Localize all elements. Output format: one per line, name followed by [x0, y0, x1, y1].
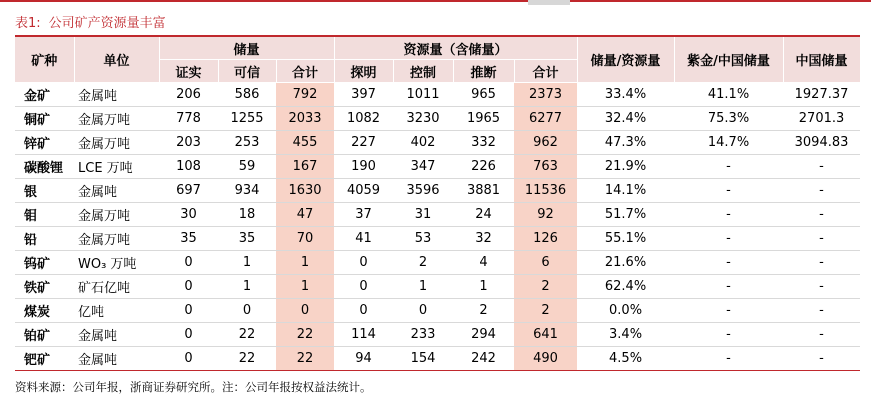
cell-probable: 18	[218, 203, 276, 227]
cell-inferred: 226	[453, 155, 514, 179]
cell-probable: 0	[218, 299, 276, 323]
caption-title: 公司矿产资源量丰富	[48, 16, 166, 31]
cell-indicated: 3596	[393, 179, 453, 203]
cell-zijin-share: -	[674, 251, 783, 275]
table-row	[15, 323, 860, 347]
cell-proven: 30	[159, 203, 218, 227]
header-row-top	[15, 37, 860, 60]
header-inferred: 推断	[453, 60, 514, 83]
cell-probable: 22	[218, 323, 276, 347]
cell-reserves-total: 455	[276, 131, 334, 155]
cell-unit: WO₃ 万吨	[74, 251, 159, 275]
cell-china-reserves: 3094.83	[783, 131, 860, 155]
cell-inferred: 294	[453, 323, 514, 347]
cell-ratio: 62.4%	[577, 275, 674, 299]
cell-reserves-total: 70	[276, 227, 334, 251]
cell-zijin-share: -	[674, 347, 783, 371]
cell-reserves-total: 167	[276, 155, 334, 179]
header-indicated: 控制	[393, 60, 453, 83]
cell-inferred: 332	[453, 131, 514, 155]
cell-mineral: 锌矿	[15, 131, 74, 155]
cell-reserves-total: 1	[276, 251, 334, 275]
header-measured: 探明	[334, 60, 393, 83]
cell-ratio: 3.4%	[577, 323, 674, 347]
cell-probable: 59	[218, 155, 276, 179]
cell-reserves-total: 2033	[276, 107, 334, 131]
table-caption	[15, 12, 166, 31]
header-resources-total: 合计	[514, 60, 577, 83]
header-reserves-group: 储量	[159, 37, 334, 60]
table-row	[15, 275, 860, 299]
cell-china-reserves: -	[783, 275, 860, 299]
cell-resources-total: 11536	[514, 179, 577, 203]
cell-probable: 253	[218, 131, 276, 155]
cell-mineral: 铁矿	[15, 275, 74, 299]
cell-unit: 金属万吨	[74, 227, 159, 251]
cell-china-reserves: -	[783, 155, 860, 179]
cell-mineral: 铅	[15, 227, 74, 251]
cell-ratio: 14.1%	[577, 179, 674, 203]
table-row	[15, 347, 860, 371]
cell-inferred: 1	[453, 275, 514, 299]
header-zijin-share: 紫金/中国储量	[674, 37, 783, 83]
cell-reserves-total: 1	[276, 275, 334, 299]
cell-indicated: 347	[393, 155, 453, 179]
header-resources-group: 资源量（含储量）	[334, 37, 577, 60]
cell-china-reserves: -	[783, 323, 860, 347]
cell-measured: 0	[334, 299, 393, 323]
cell-measured: 0	[334, 251, 393, 275]
cell-unit: 亿吨	[74, 299, 159, 323]
cell-indicated: 402	[393, 131, 453, 155]
cell-zijin-share: 41.1%	[674, 83, 783, 107]
source-footnote: 资料来源：公司年报，浙商证券研究所。注：公司年报按权益法统计。	[15, 380, 372, 394]
cell-unit: 矿石亿吨	[74, 275, 159, 299]
cell-measured: 1082	[334, 107, 393, 131]
cell-indicated: 1011	[393, 83, 453, 107]
header-china-reserves: 中国储量	[783, 37, 860, 83]
cell-indicated: 0	[393, 299, 453, 323]
top-banner	[0, 0, 871, 6]
cell-proven: 0	[159, 299, 218, 323]
header-proven: 证实	[159, 60, 218, 83]
cell-ratio: 21.6%	[577, 251, 674, 275]
top-red-line	[0, 0, 871, 2]
table-row	[15, 251, 860, 275]
cell-zijin-share: 14.7%	[674, 131, 783, 155]
cell-unit: 金属吨	[74, 347, 159, 371]
cell-probable: 22	[218, 347, 276, 371]
table-row	[15, 155, 860, 179]
cell-resources-total: 2373	[514, 83, 577, 107]
cell-measured: 227	[334, 131, 393, 155]
header-unit: 单位	[74, 37, 159, 83]
cell-inferred: 32	[453, 227, 514, 251]
cell-unit: 金属万吨	[74, 107, 159, 131]
cell-china-reserves: -	[783, 227, 860, 251]
cell-china-reserves: -	[783, 251, 860, 275]
cell-probable: 35	[218, 227, 276, 251]
table-body	[15, 83, 860, 371]
cell-ratio: 47.3%	[577, 131, 674, 155]
cell-indicated: 3230	[393, 107, 453, 131]
table-row	[15, 299, 860, 323]
cell-proven: 0	[159, 347, 218, 371]
cell-measured: 37	[334, 203, 393, 227]
cell-mineral: 钨矿	[15, 251, 74, 275]
cell-ratio: 32.4%	[577, 107, 674, 131]
cell-unit: 金属万吨	[74, 131, 159, 155]
cell-reserves-total: 0	[276, 299, 334, 323]
cell-zijin-share: -	[674, 323, 783, 347]
table-row	[15, 83, 860, 107]
cell-reserves-total: 1630	[276, 179, 334, 203]
cell-resources-total: 962	[514, 131, 577, 155]
cell-reserves-total: 22	[276, 323, 334, 347]
cell-mineral: 银	[15, 179, 74, 203]
cell-ratio: 55.1%	[577, 227, 674, 251]
cell-zijin-share: -	[674, 299, 783, 323]
cell-mineral: 钼	[15, 203, 74, 227]
cell-unit: 金属万吨	[74, 203, 159, 227]
cell-ratio: 21.9%	[577, 155, 674, 179]
header-ratio: 储量/资源量	[577, 37, 674, 83]
cell-inferred: 4	[453, 251, 514, 275]
cell-resources-total: 490	[514, 347, 577, 371]
cell-indicated: 233	[393, 323, 453, 347]
cell-zijin-share: -	[674, 203, 783, 227]
cell-measured: 4059	[334, 179, 393, 203]
cell-indicated: 31	[393, 203, 453, 227]
cell-inferred: 965	[453, 83, 514, 107]
cell-inferred: 24	[453, 203, 514, 227]
cell-resources-total: 641	[514, 323, 577, 347]
cell-measured: 397	[334, 83, 393, 107]
cell-measured: 114	[334, 323, 393, 347]
cell-zijin-share: -	[674, 227, 783, 251]
cell-resources-total: 6277	[514, 107, 577, 131]
header-mineral: 矿种	[15, 37, 74, 83]
cell-mineral: 碳酸锂	[15, 155, 74, 179]
cell-zijin-share: -	[674, 179, 783, 203]
cell-ratio: 51.7%	[577, 203, 674, 227]
cell-measured: 190	[334, 155, 393, 179]
cell-mineral: 钯矿	[15, 347, 74, 371]
cell-zijin-share: 75.3%	[674, 107, 783, 131]
cell-unit: 金属吨	[74, 83, 159, 107]
cell-indicated: 1	[393, 275, 453, 299]
cell-probable: 934	[218, 179, 276, 203]
caption-number: 表1:	[15, 16, 41, 31]
cell-proven: 203	[159, 131, 218, 155]
cell-mineral: 煤炭	[15, 299, 74, 323]
cell-probable: 1	[218, 275, 276, 299]
cell-proven: 778	[159, 107, 218, 131]
cell-unit: 金属吨	[74, 323, 159, 347]
table-row	[15, 203, 860, 227]
cell-mineral: 铂矿	[15, 323, 74, 347]
cell-probable: 1	[218, 251, 276, 275]
cell-unit: LCE 万吨	[74, 155, 159, 179]
resource-table	[15, 37, 861, 371]
cell-proven: 108	[159, 155, 218, 179]
cell-reserves-total: 22	[276, 347, 334, 371]
cell-mineral: 金矿	[15, 83, 74, 107]
cell-indicated: 53	[393, 227, 453, 251]
table-row	[15, 107, 860, 131]
cell-inferred: 242	[453, 347, 514, 371]
cell-indicated: 154	[393, 347, 453, 371]
cell-china-reserves: -	[783, 347, 860, 371]
cell-china-reserves: -	[783, 203, 860, 227]
cell-measured: 94	[334, 347, 393, 371]
header-reserves-total: 合计	[276, 60, 334, 83]
cell-probable: 1255	[218, 107, 276, 131]
cell-inferred: 2	[453, 299, 514, 323]
cell-measured: 41	[334, 227, 393, 251]
cell-zijin-share: -	[674, 275, 783, 299]
cell-inferred: 1965	[453, 107, 514, 131]
cell-ratio: 0.0%	[577, 299, 674, 323]
cell-reserves-total: 792	[276, 83, 334, 107]
cell-ratio: 4.5%	[577, 347, 674, 371]
cell-indicated: 2	[393, 251, 453, 275]
cell-china-reserves: 2701.3	[783, 107, 860, 131]
cell-resources-total: 92	[514, 203, 577, 227]
table-row	[15, 227, 860, 251]
cell-proven: 206	[159, 83, 218, 107]
cell-ratio: 33.4%	[577, 83, 674, 107]
table-row	[15, 131, 860, 155]
cell-proven: 0	[159, 323, 218, 347]
cell-china-reserves: 1927.37	[783, 83, 860, 107]
cell-inferred: 3881	[453, 179, 514, 203]
cell-unit: 金属吨	[74, 179, 159, 203]
table-row	[15, 179, 860, 203]
cell-china-reserves: -	[783, 179, 860, 203]
cell-reserves-total: 47	[276, 203, 334, 227]
header-logo-strip	[528, 0, 570, 5]
cell-resources-total: 2	[514, 275, 577, 299]
cell-proven: 35	[159, 227, 218, 251]
cell-resources-total: 763	[514, 155, 577, 179]
cell-mineral: 铜矿	[15, 107, 74, 131]
header-probable: 可信	[218, 60, 276, 83]
cell-resources-total: 126	[514, 227, 577, 251]
cell-proven: 0	[159, 251, 218, 275]
cell-proven: 697	[159, 179, 218, 203]
cell-china-reserves: -	[783, 299, 860, 323]
cell-zijin-share: -	[674, 155, 783, 179]
cell-probable: 586	[218, 83, 276, 107]
cell-resources-total: 6	[514, 251, 577, 275]
table-bottom-rule	[15, 370, 860, 371]
cell-resources-total: 2	[514, 299, 577, 323]
cell-measured: 0	[334, 275, 393, 299]
cell-proven: 0	[159, 275, 218, 299]
